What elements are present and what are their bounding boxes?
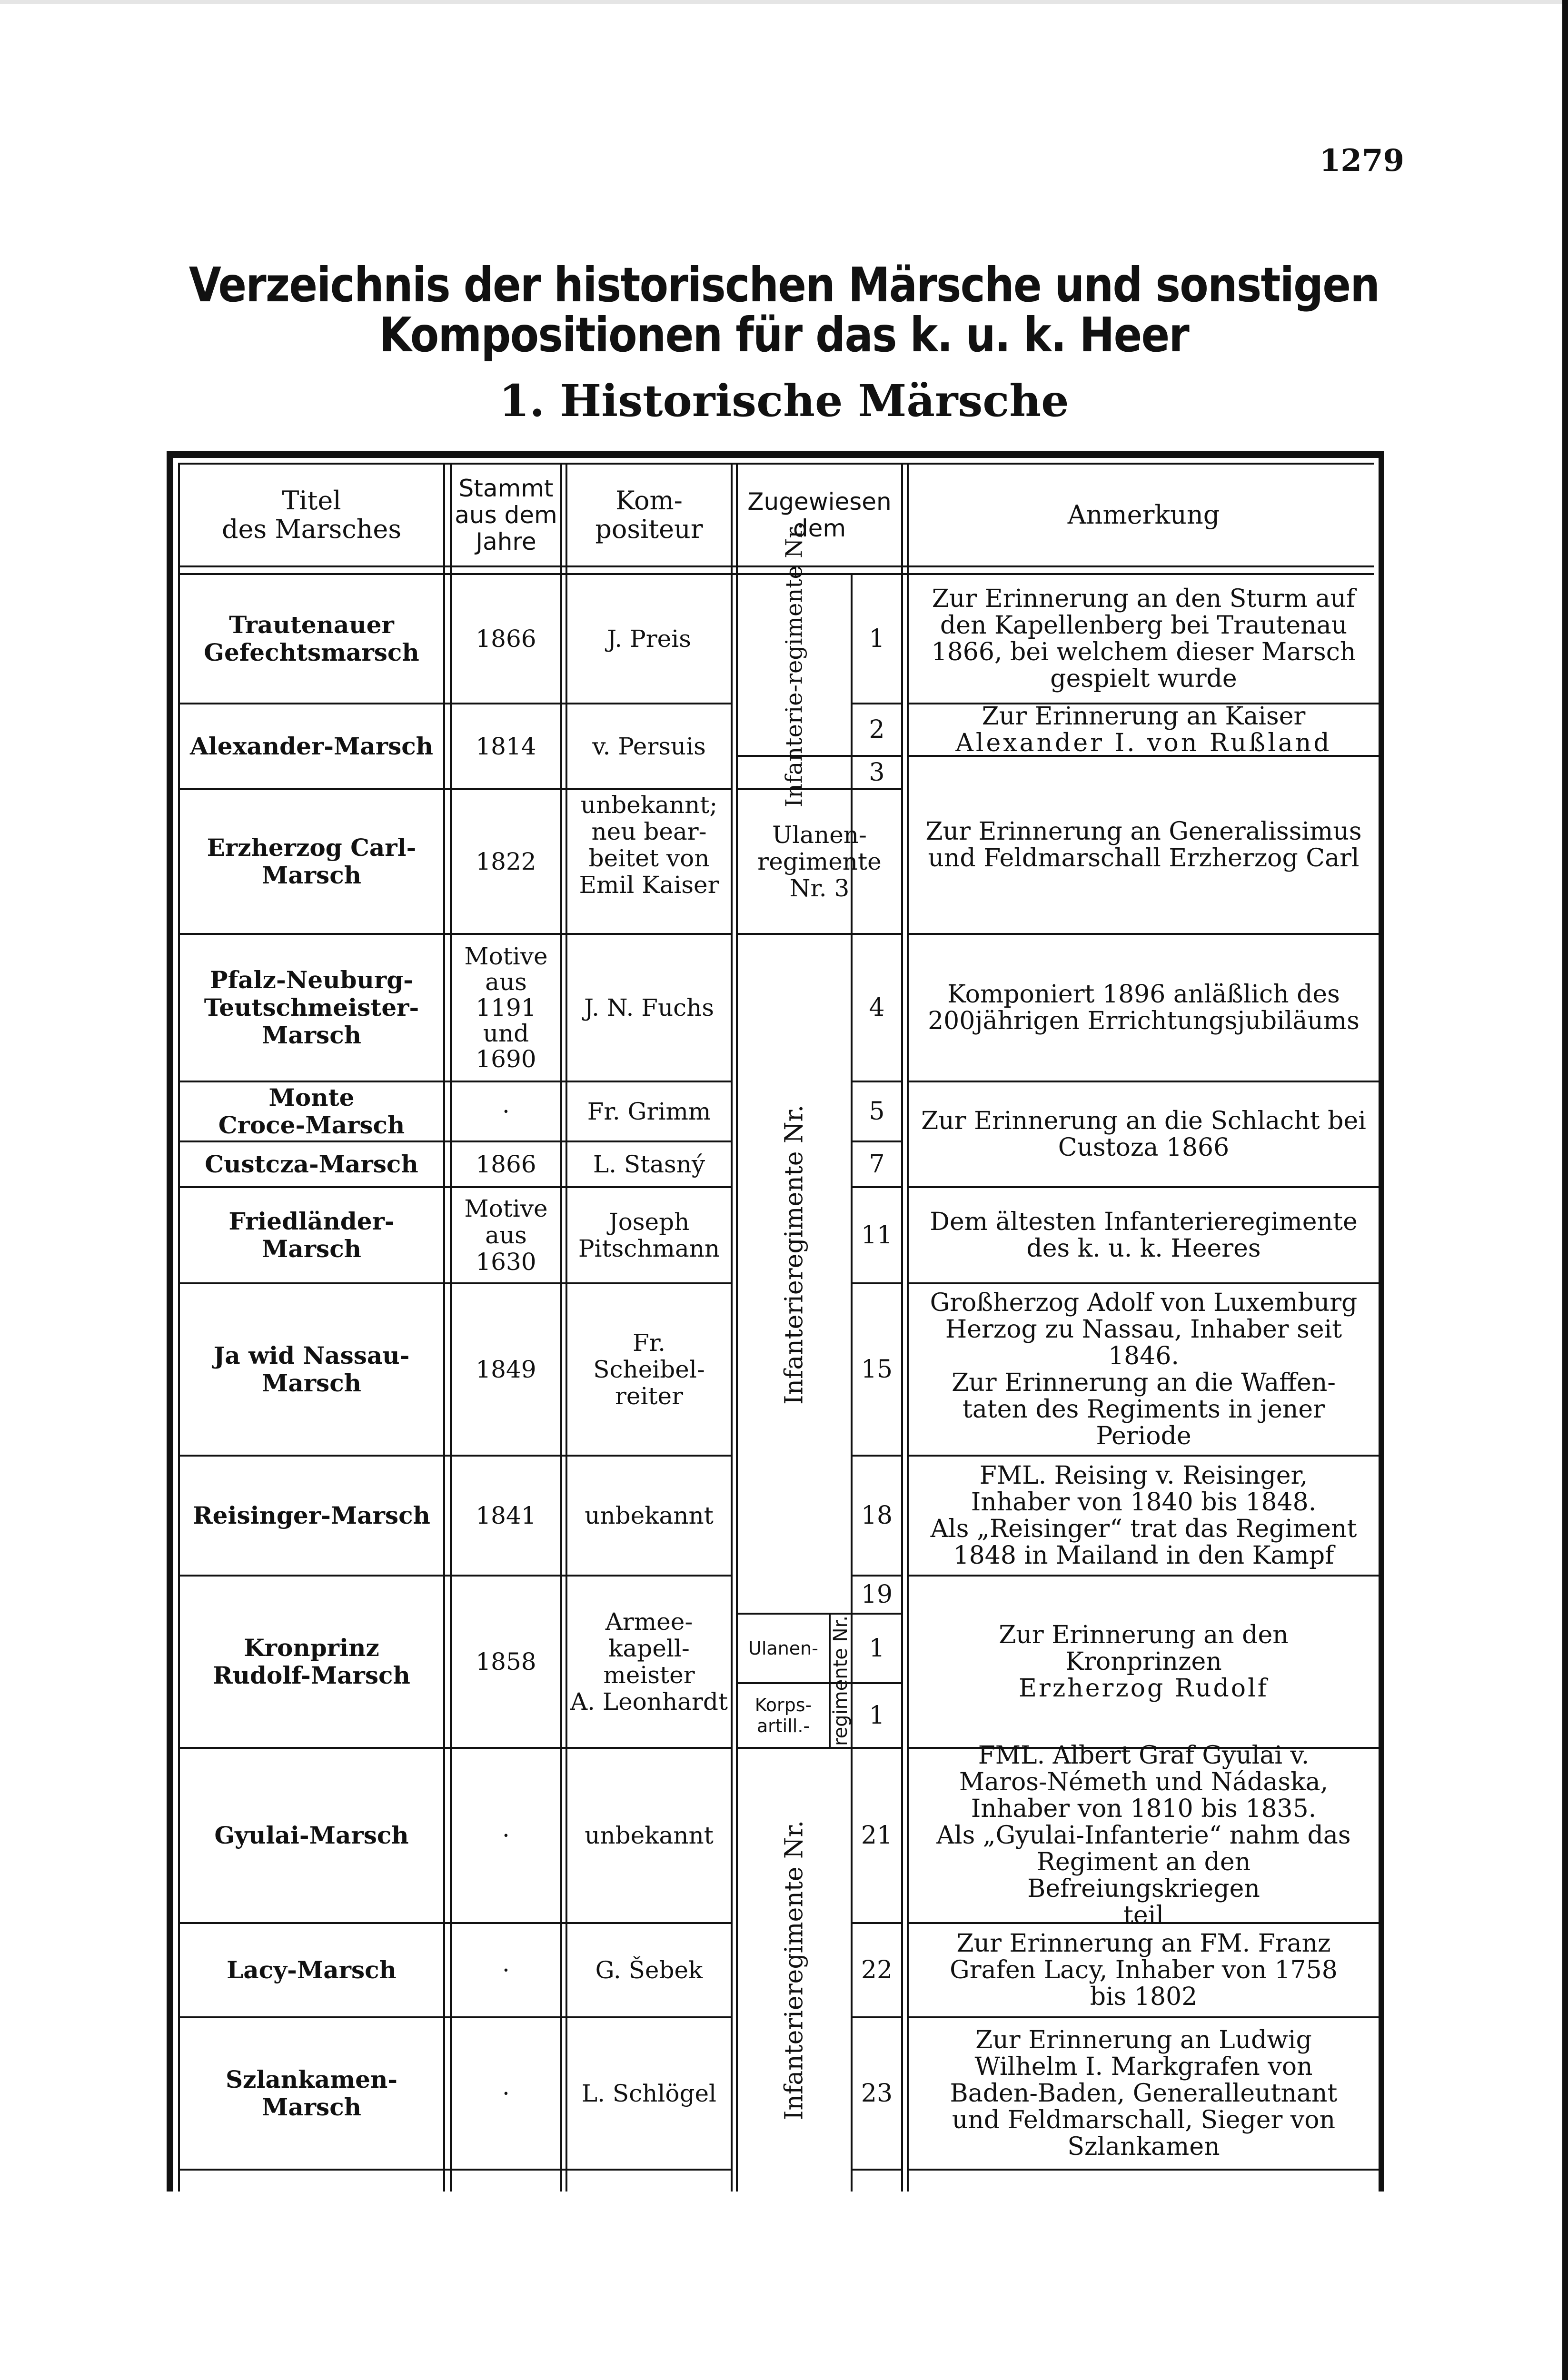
table-row-composer: [567, 1924, 731, 2016]
note-line: Zur Erinnerung an die Waffen-: [952, 1368, 1336, 1397]
table-row-note: [909, 1082, 1379, 1186]
note-line: 1848 in Mailand in den Kampf: [953, 1541, 1334, 1570]
table-row-year: [452, 935, 560, 1081]
table-row-note: [909, 704, 1379, 755]
table-row-year: [452, 1577, 560, 1747]
regiment-number-text: 2: [869, 715, 885, 744]
title-line: Gefechtsmarsch: [204, 638, 419, 666]
title-line: Custcza-Marsch: [205, 1150, 418, 1178]
note-line: Alexander I. von Rußland: [955, 729, 1332, 757]
table-row-year: [452, 790, 560, 933]
regnum-row-sep: [853, 2169, 901, 2171]
regiment-number-text: 1: [869, 1634, 885, 1663]
note-line: den Kapellenberg bei Trautenau: [940, 611, 1348, 640]
group-line: regimente Nr.: [830, 1615, 852, 1746]
group-line: Infanterieregimente Nr.: [780, 1104, 809, 1405]
table-row-year: [452, 1188, 560, 1282]
header-komponist: [567, 465, 731, 565]
page-right-edge: [1562, 0, 1568, 2380]
note-line: teil: [1123, 1901, 1164, 1930]
note-line: Grafen Lacy, Inhaber von 1758: [950, 1956, 1338, 1984]
regiment-number-text: 21: [861, 1821, 893, 1850]
table-row-note: [909, 1577, 1379, 1747]
year-text: 1858: [476, 1648, 536, 1676]
table-row-note: [909, 2018, 1379, 2169]
regiment-number-text: 18: [861, 1501, 893, 1530]
table-row-composer: [567, 935, 731, 1081]
composer-line: G. Šebek: [595, 1956, 703, 1984]
group-label-ulanen: [738, 1615, 829, 1682]
year-text: 1841: [476, 1502, 536, 1529]
regiment-number-text: 15: [861, 1355, 893, 1384]
table-row-title: [180, 1457, 443, 1575]
col-sep-2a: [560, 463, 562, 2192]
composer-line: Fr.: [633, 1329, 665, 1357]
regiment-number: [853, 1284, 901, 1455]
title-line: Marsch: [261, 861, 362, 889]
col-sep-3a: [731, 463, 733, 2192]
composer-line: reiter: [615, 1382, 684, 1410]
title-line: Szlankamen-Marsch: [225, 2065, 398, 2121]
composer-line: unbekannt;: [580, 791, 718, 819]
table-row-title: [180, 1749, 443, 1922]
table-row-title: [180, 1188, 443, 1282]
header-komp-l1: Kom-: [615, 486, 683, 516]
title-line: Erzherzog Carl-: [207, 833, 417, 862]
note-line: Zur Erinnerung an die Schlacht bei: [921, 1107, 1366, 1135]
note-line: Periode: [1096, 1422, 1191, 1450]
table-row-note: [909, 1188, 1379, 1282]
title-line: Alexander-Marsch: [189, 732, 434, 760]
header-jahr: [452, 465, 560, 565]
note-line: FML. Albert Graf Gyulai v.: [978, 1741, 1310, 1770]
composer-line: v. Persuis: [592, 733, 706, 760]
table-row-title: [180, 2018, 443, 2169]
year-text: ·: [502, 2080, 510, 2107]
regiment-number-text: 5: [869, 1097, 885, 1126]
note-line: und Feldmarschall Erzherzog Carl: [928, 844, 1360, 873]
year-line: 1630: [476, 1248, 536, 1276]
table-row-note: [909, 575, 1379, 703]
group-line: Korps-: [754, 1695, 812, 1716]
title-line: Trautenauer: [229, 611, 394, 639]
table-border-right: [1379, 451, 1384, 2192]
note-line: Als „Gyulai-Infanterie“ nahm das: [936, 1821, 1351, 1850]
composer-line: Scheibel-: [593, 1356, 705, 1383]
table-row-year: [452, 704, 560, 788]
note-line: FML. Reising v. Reisinger,: [979, 1461, 1308, 1490]
group-label-infanterie-3: [738, 1749, 851, 2192]
table-row-title: [180, 1142, 443, 1186]
header-jahr-l3: Jahre: [476, 528, 536, 555]
composer-line: meister: [603, 1661, 695, 1689]
note-line: Wilhelm I. Markgrafen von: [974, 2053, 1313, 2081]
title-line: Marsch: [261, 1369, 362, 1397]
regiment-number-text: 7: [869, 1150, 885, 1179]
note-line: Herzog zu Nassau, Inhaber seit: [945, 1315, 1342, 1344]
table-row-title: [180, 935, 443, 1081]
group-label-infanterie-2: [738, 935, 851, 1575]
note-line: Dem ältesten Infanterieregimente: [930, 1208, 1358, 1236]
regiment-number: [853, 1615, 901, 1682]
note-line: 200jährigen Errichtungsjubiläums: [928, 1007, 1360, 1035]
header-titel: [180, 465, 443, 565]
title-line: Teutschmeister-: [204, 993, 419, 1021]
table-row-title: [180, 1284, 443, 1455]
table-row-title: [180, 790, 443, 933]
note-line: Zur Erinnerung an Ludwig: [975, 2026, 1312, 2054]
note-line: Komponiert 1896 anläßlich des: [947, 980, 1340, 1009]
note-line: Großherzog Adolf von Luxemburg: [930, 1289, 1358, 1317]
table-row-note: [909, 1924, 1379, 2016]
regiment-number: [853, 575, 901, 703]
note-line: Als „Reisinger“ trat das Regiment: [930, 1515, 1357, 1543]
regiment-number: [853, 2018, 901, 2169]
regiment-number-text: 1: [869, 1701, 885, 1730]
note-line: und Feldmarschall, Sieger von: [952, 2106, 1336, 2134]
year-text: 1866: [476, 625, 536, 653]
year-text: ·: [502, 1956, 510, 1984]
composer-line: Armee-: [605, 1608, 693, 1636]
table-row-composer: [567, 1457, 731, 1575]
title-line: Monte: [268, 1083, 355, 1111]
table-row-composer: [567, 575, 731, 703]
section-title: 1. Historische Märsche: [499, 375, 1069, 426]
year-line: 1690: [476, 1045, 536, 1073]
table-row-title: [180, 575, 443, 703]
group-line: Nr. 3: [789, 874, 850, 902]
regiment-number: [853, 1457, 901, 1575]
group-label-korpsartillerie: [738, 1684, 829, 1747]
group-label-ulanen-3: [738, 790, 901, 933]
note-line: Inhaber von 1810 bis 1835.: [971, 1795, 1317, 1823]
composer-line: J. Preis: [607, 625, 691, 653]
note-line: Zur Erinnerung an den Kronprinzen: [999, 1621, 1289, 1676]
regiment-number: [853, 1142, 901, 1186]
regiment-number-text: 22: [861, 1956, 893, 1984]
note-line: Baden-Baden, Generalleutnant: [950, 2079, 1338, 2108]
table-row-composer: [567, 2018, 731, 2169]
note-row-sep: [909, 2169, 1379, 2171]
regiment-number: [853, 1684, 901, 1747]
group-line: Ulanen-: [772, 821, 867, 849]
table-row-note: [909, 1284, 1379, 1455]
regiment-number: [853, 704, 901, 755]
header-titel-l1: Titel: [282, 486, 341, 516]
year-text: ·: [502, 1098, 510, 1125]
table-row-year: [452, 575, 560, 703]
composer-line: unbekannt: [585, 1822, 714, 1849]
marches-table: [167, 451, 1384, 2192]
regiment-number: [853, 1749, 901, 1922]
composer-line: beitet von: [588, 844, 710, 872]
table-row-composer: [567, 1749, 731, 1922]
table-row-title: [180, 1577, 443, 1747]
page-number: 1279: [1319, 143, 1404, 178]
year-text: 1822: [476, 848, 536, 875]
note-line: Zur Erinnerung an Kaiser: [982, 702, 1306, 731]
header-rule: [178, 565, 1374, 567]
title-line: Friedländer-Marsch: [228, 1207, 395, 1263]
header-jahr-l1: Stammt: [458, 475, 554, 502]
table-row-note: [909, 1457, 1379, 1575]
header-zuge-l2: dem: [793, 515, 846, 542]
title-line: Gyulai-Marsch: [214, 1821, 409, 1849]
note-line: Inhaber von 1840 bis 1848.: [971, 1488, 1317, 1517]
table-row-note: [909, 1741, 1379, 1930]
year-line: 1191: [476, 994, 536, 1021]
regiment-number: [853, 1082, 901, 1140]
table-row-composer: [567, 1188, 731, 1282]
page-top-edge: [0, 0, 1568, 4]
title-line: Croce-Marsch: [218, 1111, 405, 1139]
composer-line: unbekannt: [585, 1502, 714, 1529]
title-line: Lacy-Marsch: [227, 1956, 397, 1984]
table-row-note: [909, 757, 1379, 933]
title-line: Kronprinz: [244, 1634, 379, 1662]
year-text: 1866: [476, 1150, 536, 1178]
title-line: Reisinger-Marsch: [193, 1501, 430, 1529]
row-sep: [180, 2169, 731, 2171]
group-line: Infanterieregimente Nr.: [780, 1820, 809, 2121]
regiment-number-text: 23: [861, 2079, 893, 2108]
table-row-title: [180, 1082, 443, 1140]
header-anmerkung: [909, 465, 1379, 565]
composer-line: J. N. Fuchs: [584, 994, 715, 1021]
table-border-left: [167, 451, 173, 2192]
col-sep-4a: [901, 463, 903, 2192]
title-line: Ja wid Nassau-: [213, 1341, 410, 1369]
header-zugewiesen: [738, 465, 901, 565]
table-border-top: [167, 451, 1384, 458]
note-line: Regiment an den Befreiungskriegen: [1027, 1848, 1260, 1903]
note-line: Szlankamen: [1067, 2132, 1220, 2161]
note-line: Zur Erinnerung an den Sturm auf: [932, 585, 1356, 613]
year-text: 1849: [476, 1356, 536, 1383]
group-line: regimente: [757, 848, 882, 875]
table-row-year: [452, 1284, 560, 1455]
year-text: 1814: [476, 733, 536, 760]
title-line: Pfalz-Neuburg-: [210, 966, 413, 994]
col-sep-1a: [443, 463, 445, 2192]
table-row-title: [180, 1924, 443, 2016]
note-line: Erzherzog Rudolf: [1019, 1674, 1269, 1703]
group-line: artill.-: [756, 1716, 810, 1736]
group-line: Infanterie-: [781, 684, 808, 807]
header-komp-l2: positeur: [595, 514, 703, 544]
header-anmerkung-text: Anmerkung: [1067, 500, 1220, 530]
table-row-title: [180, 704, 443, 788]
year-line: aus: [485, 1221, 527, 1249]
table-row-year: [452, 2018, 560, 2169]
table-row-composer: [567, 1284, 731, 1455]
note-line: 1866, bei welchem dieser Marsch: [931, 638, 1356, 666]
table-row-composer: [567, 757, 731, 933]
composer-line: L. Stasný: [593, 1150, 705, 1178]
composer-line: Emil Kaiser: [579, 871, 719, 899]
note-line: des k. u. k. Heeres: [1026, 1234, 1261, 1263]
composer-line: L. Schlögel: [581, 2080, 717, 2107]
note-line: Maros-Németh und Nádaska,: [959, 1768, 1329, 1796]
group-label-regimente-small: [831, 1615, 851, 1747]
year-line: Motive: [464, 1195, 548, 1222]
table-row-year: [452, 1142, 560, 1186]
note-line: bis 1802: [1090, 1983, 1198, 2011]
note-line: taten des Regiments in jener: [962, 1395, 1325, 1424]
note-line: Zur Erinnerung an Generalissimus: [925, 817, 1362, 846]
composer-line: A. Leonhardt: [570, 1688, 728, 1716]
composer-line: Joseph: [608, 1208, 690, 1236]
regiment-number: [853, 1577, 901, 1613]
main-title-line-2: Kompositionen für das k. u. k. Heer: [379, 307, 1189, 363]
note-line: Zur Erinnerung an FM. Franz: [956, 1929, 1331, 1958]
year-line: aus: [485, 968, 527, 996]
title-line: Rudolf-Marsch: [213, 1661, 410, 1689]
regiment-number-text: 3: [869, 758, 885, 787]
table-row-composer: [567, 1577, 731, 1747]
title-line: Marsch: [261, 1021, 362, 1049]
table-row-note: [909, 935, 1379, 1081]
table-row-year: [452, 1749, 560, 1922]
regiment-number-text: 4: [869, 993, 885, 1022]
header-zuge-l1: Zugewiesen: [747, 488, 892, 516]
main-title-line-1: Verzeichnis der historischen Märsche und sonstigen: [189, 257, 1379, 313]
header-jahr-l2: aus dem: [455, 501, 557, 529]
regiment-number-text: 11: [861, 1221, 893, 1250]
table-row-composer: [567, 1142, 731, 1186]
note-line: 1846.: [1108, 1342, 1179, 1370]
regiment-number-text: 1: [869, 625, 885, 653]
regiment-number: [853, 757, 901, 788]
composer-line: Fr. Grimm: [587, 1098, 711, 1125]
group-line: Ulanen-: [748, 1638, 818, 1659]
header-titel-l2: des Marsches: [221, 514, 402, 544]
table-row-composer: [567, 1082, 731, 1140]
table-row-year: [452, 1082, 560, 1140]
regiment-number-text: 19: [861, 1580, 893, 1609]
regiment-number: [853, 1924, 901, 2016]
regiment-number: [853, 935, 901, 1081]
composer-line: neu bear-: [591, 818, 707, 845]
note-line: gespielt wurde: [1050, 664, 1237, 693]
year-line: Motive: [464, 942, 548, 970]
composer-line: kapell-: [608, 1635, 690, 1662]
year-text: ·: [502, 1822, 510, 1849]
composer-line: Pitschmann: [578, 1235, 720, 1262]
note-line: Custoza 1866: [1058, 1133, 1230, 1162]
table-row-year: [452, 1924, 560, 2016]
regiment-number: [853, 1188, 901, 1282]
group-line: regimente Nr.: [781, 523, 808, 685]
table-row-year: [452, 1457, 560, 1575]
year-line: und: [483, 1020, 529, 1047]
